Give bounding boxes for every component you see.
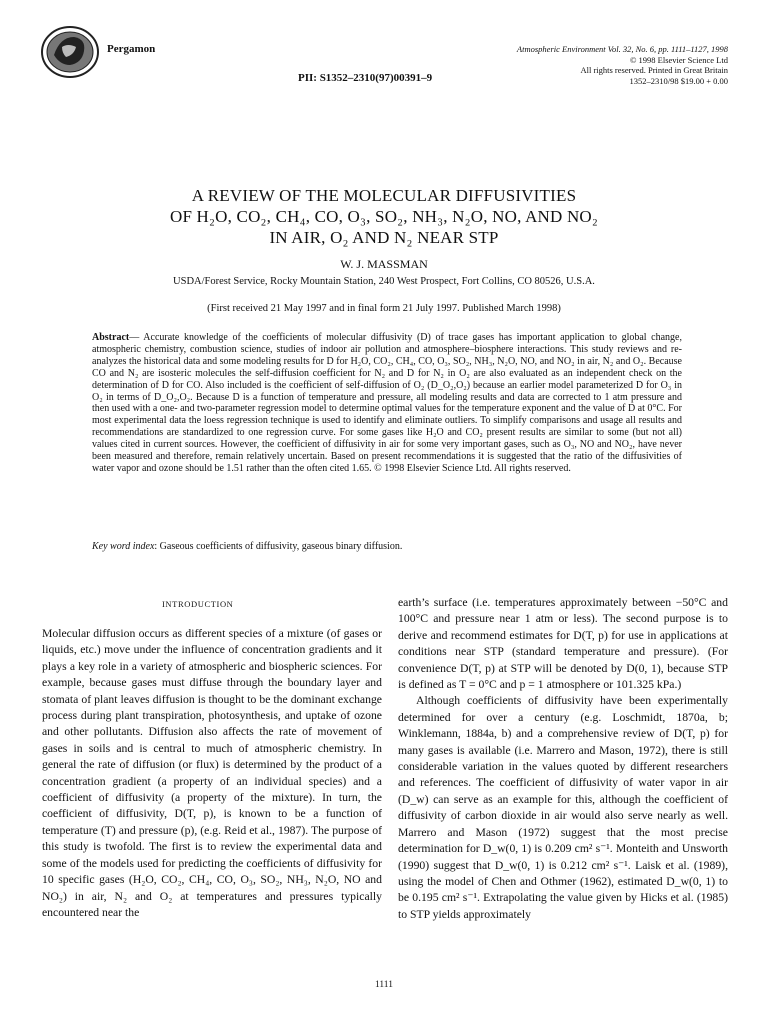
page-number: 1111 xyxy=(375,980,393,990)
section-heading-introduction: INTRODUCTION xyxy=(162,599,234,609)
paper-title xyxy=(0,185,768,248)
author-affiliation: USDA/Forest Service, Rocky Mountain Station, 240 West Prospect, Fort Collins, CO 80526, U.S.A. xyxy=(173,276,595,287)
keywords xyxy=(92,541,682,552)
title-line-1: A REVIEW OF THE MOLECULAR DIFFUSIVITIES xyxy=(191,186,577,205)
rights-line: All rights reserved. Printed in Great Britain xyxy=(580,65,728,75)
abstract-label: Abstract xyxy=(92,332,130,343)
body-left-column: Molecular diffusion occurs as different species of a mixture (of gases or liquids, etc.) move under the influence of concentration gradients and it plays a key role in a variety of atmospheric and biospheric sciences. For example, because gases must diffuse through the boundary layer and stomata of plant leaves diffusion is thought to be the dominant exchange process during plant transpiration, photosynthesis, and uptake of ozone and other pollutants. Diffusion also affects the rate of movement of gases in soils and is central to much of atmospheric chemistry. In general the rate of diffusion (or flux) is determined by the product of a concentration gradient (a property of an individual species) and a coefficient of diffusivity (a property of the mixture). In turn, the coefficient of diffusivity, D(T, p), is known to be a function of temperature (T) and pressure (p), (e.g. Reid et al., 1987). The purpose of this study is twofold. The first is to review the experimental data and some of the models used for predicting the coefficients of diffusivity for 10 specific gases (H₂O, CO₂, CH₄, CO, O₃, SO₂, NH₃, N₂O, NO and NO₂) in air, N₂ and O₂ at temperatures and pressures typically encountered near the xyxy=(42,627,382,919)
author-name: W. J. MASSMAN xyxy=(340,257,428,271)
publisher-name: Pergamon xyxy=(107,43,156,55)
journal-info xyxy=(517,44,728,86)
title-line-3: IN AIR, O₂ AND N₂ NEAR STP xyxy=(269,228,499,247)
keywords-label: Key word index xyxy=(92,541,155,552)
received-dates: (First received 21 May 1997 and in final form 21 July 1997. Published March 1998) xyxy=(207,303,561,314)
copyright-line: © 1998 Elsevier Science Ltd xyxy=(629,54,728,65)
paragraph: earth’s surface (i.e. temperatures approximately between −50°C and 100°C and pressure near 1 atm or less). The second purpose is to derive and recommend estimates for D(T, p) for use in applications at conditions near STP (standard temperature and pressure). (For convenience D(T, p) at STP will be denoted by D(0, 1), because STP is defined as T = 0°C and p = 1 atmosphere or 101.325 kPa.) xyxy=(398,596,728,692)
title-line-2: OF H₂O, CO₂, CH₄, CO, O₃, SO₂, NH₃, N₂O, NO, AND NO₂ xyxy=(169,207,599,226)
body-right-column xyxy=(398,595,728,923)
journal-citation: Atmospheric Environment Vol. 32, No. 6, pp. 1111–1127, 1998 xyxy=(516,44,728,54)
abstract-text: — Accurate knowledge of the coefficients of molecular diffusivity (D) of trace gases has important application to global change, atmospheric chemistry, combustion science, studies of indoor air pollution and atmosphere–biosphere interactions. This study reviews and re-analyzes the historical data and some modeling results for D for H₂O, CO₂, CH₄, CO, O₃, SO₂, NH₃, N₂O, NO, and NO₂ in air, N₂ and O₂. Because CO and N₂ are isosteric molecules the self-diffusion coefficient for N₂ and D for N₂ in O₂ are also evaluated as an independent check on the determination of D for CO. Also included is the coefficient of self-diffusion of O₂ (D_O₂,O₂) because an earlier model parameterized D for O₃ in O₂ in terms of D_O₂,O₂. Because D is a function of temperature and pressure, all modeling results and data are corrected to 1 atm pressure and then used with a one- and two-parameter regression model to determine optimal values for the temperature exponent and the value of D at 0°C. For most experimental data the loess regression technique is used to identify and eliminate outliers. To simplify comparisons and usage all results and recommendations are standardized to one regression curve. For some gases like H₂O and CO₂ present results are similar to some (but not all) values cited in current sources. However, the coefficient of diffusivity in air for some very important gases, such as O₃, NO and NO₂, have never been measured and therefore, remain relatively uncertain. Based on present recommendations it is suggested that the ratio of the diffusivities of water vapor and ozone should be 1.51 rather than the often cited 1.65. © 1998 Elsevier Science Ltd. All rights reserved. xyxy=(92,332,682,474)
price-line: 1352–2310/98 $19.00 + 0.00 xyxy=(629,75,728,86)
keywords-text: : Gaseous coefficients of diffusivity, gaseous binary diffusion. xyxy=(154,541,403,552)
publisher-logo xyxy=(40,25,100,79)
abstract xyxy=(92,332,682,475)
pii-identifier: PII: S1352–2310(97)00391–9 xyxy=(298,72,433,84)
paragraph: Although coefficients of diffusivity have been experimentally determined for over a century (e.g. Loschmidt, 1870a, b; Winklemann, 1884a, b) and a comprehensive review of D(T, p) for many gases is available (i.e. Marrero and Mason, 1972), there is still considerable variation in the values quoted by different researchers and references. The coefficient of diffusivity of water vapor in air (D_w) can serve as an example for this, although the coefficient of diffusivity of carbon dioxide in air would also serve nearly as well. Marrero and Mason (1972) suggest that the most precise determination for D_w(0, 1) is 0.209 cm² s⁻¹. Monteith and Unsworth (1990) suggest that D_w(0, 1) is 0.212 cm² s⁻¹. Laisk et al. (1989), using the model of Chen and Othmer (1962), estimated D_w(0, 1) to be 0.195 cm² s⁻¹. Extrapolating the value given by Hicks et al. (1985) to STP yields approximately xyxy=(398,694,728,921)
